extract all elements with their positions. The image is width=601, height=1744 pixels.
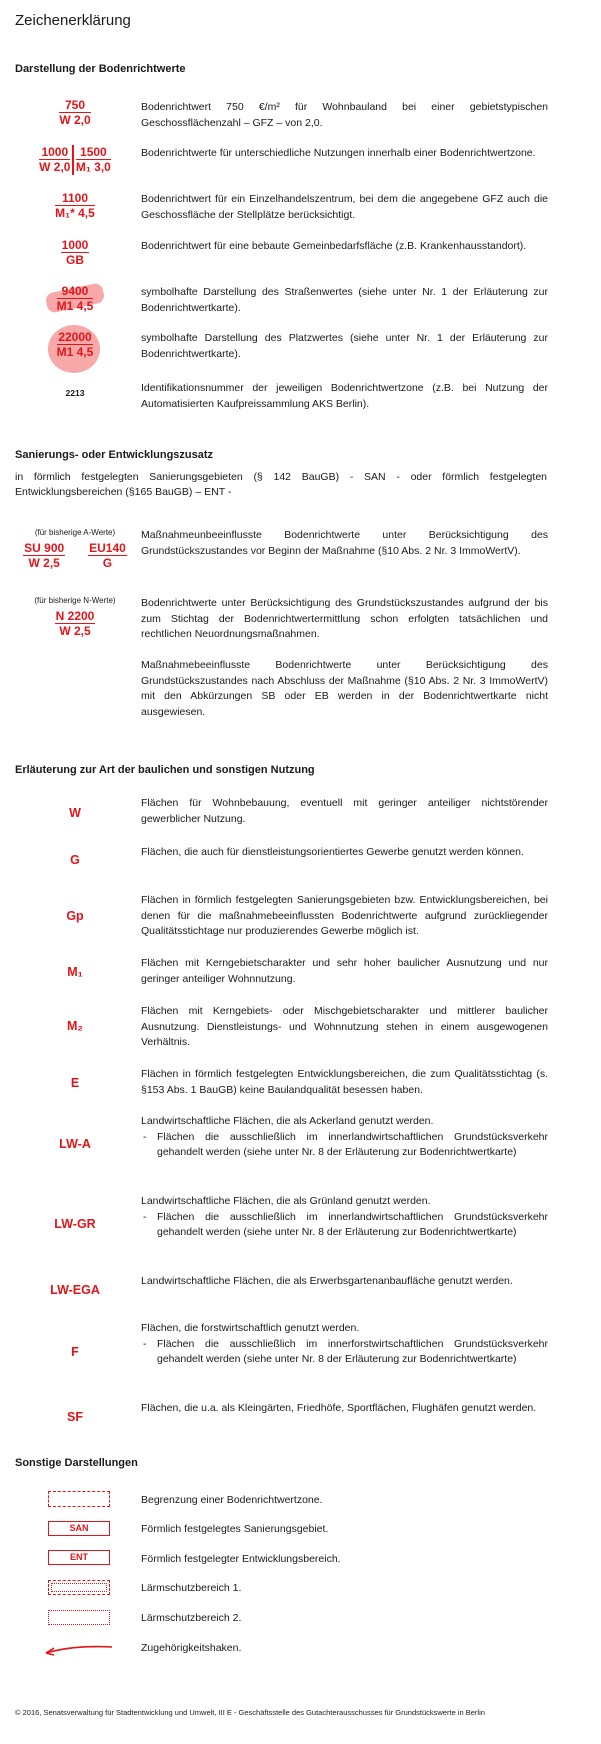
legend-list-item: - Flächen die ausschließlich im innerlandwirtschaftlichen Grundstücksverkehr gehandelt werden (siehe unter Nr. 8 der Erläuterung zur Bodenrichtwertkarte) [141,1210,548,1241]
value-symbol [15,191,135,222]
value-denominator: M₁* 4,5 [55,206,95,220]
value-numerator: 750 [59,98,90,113]
value-numerator: 1100 [55,191,95,206]
section-intro: in förmlich festgelegten Sanierungsgebieten (§ 142 BauGB) - SAN - oder förmlich festgelegten Entwicklungsbereichen (§165 BauGB) – ENT - [15,471,547,498]
legend-label: Lärmschutzbereich 2. [141,1612,242,1624]
value-denominator: M1 4,5 [56,345,94,359]
value-symbol [15,238,135,269]
value-separator [72,145,73,175]
legend-description: symbolhafte Darstellung des Straßenwertes (siehe unter Nr. 1 der Erläuterung zur Bodenrichtwertkarte). [141,286,548,314]
legend-label: Förmlich festgelegtes Sanierungsgebiet. [141,1523,329,1535]
value-numerator: N 2200 [55,609,95,623]
ent-area-symbol: ENT [48,1550,110,1565]
legend-description: Flächen, die u.a. als Kleingärten, Friedhöfe, Sportflächen, Flughäfen genutzt werden. [141,1402,537,1414]
legend-description: Bodenrichtwerte unter Berücksichtigung des Grundstückszustandes aufgrund der bis zum Stichtag der Bodenrichtwertermittlung schon erfolgten tatsächlichen und rechtlichen Neuordnungsmaßnahmen. [141,597,548,640]
legend-label: Lärmschutzbereich 1. [141,1582,242,1594]
legend-description: Flächen für Wohnbebauung, eventuell mit geringer anteiliger nichtstörender gewerblicher Nutzung. [141,797,548,825]
section-heading-sonstige: Sonstige Darstellungen [15,1457,138,1469]
value-numerator: 1500 [76,145,111,160]
usage-code: E [70,1076,80,1090]
section-heading-nutzung: Erläuterung zur Art der baulichen und sonstigen Nutzung [15,764,315,776]
usage-code: Gp [66,909,84,923]
legend-description: Landwirtschaftliche Flächen, die als Erwerbsgartenanbaufläche genutzt werden. [141,1275,513,1287]
value-symbol [15,330,135,361]
value-denominator: W 2,5 [28,556,60,570]
legend-description: Flächen in förmlich festgelegten Entwicklungsbereichen, die zum Qualitätsstichtag (s. §153 Abs. 1 BauGB) keine Baulandqualität besessen haben. [141,1068,548,1096]
value-denominator: M1 4,5 [56,299,94,313]
san-area-symbol: SAN [48,1521,110,1536]
value-denominator: GB [65,253,84,267]
value-numerator: 9400 [57,284,94,299]
legend-label: Förmlich festgelegter Entwicklungsbereich. [141,1553,341,1565]
legend-description-main: Landwirtschaftliche Flächen, die als Grünland genutzt werden. [141,1195,431,1207]
zone-boundary-symbol [48,1491,110,1507]
section-heading-bodenrichtwerte: Darstellung der Bodenrichtwerte [15,63,186,75]
value-denominator: G [102,556,113,570]
value-symbol [15,145,135,176]
value-symbol [15,528,135,572]
usage-code: M₂ [67,1019,83,1033]
usage-code: LW-GR [54,1217,96,1231]
legend-description [141,1114,548,1161]
usage-code: G [70,853,80,867]
usage-code: F [71,1345,79,1359]
legend-description-main: Flächen, die forstwirtschaftlich genutzt werden. [141,1322,360,1334]
usage-code: W [69,806,81,820]
value-type-note: (für bisherige A-Werte) [34,528,116,537]
value-numerator: 1000 [39,145,70,160]
value-type-note: (für bisherige N-Werte) [34,596,116,605]
page-title: Zeichenerklärung [15,12,131,29]
usage-code: LW-EGA [50,1283,100,1297]
legend-label: Zugehörigkeitshaken. [141,1642,242,1654]
legend-description: Flächen mit Kerngebiets- oder Mischgebietscharakter und mittlerer baulicher Ausnutzung. Dienstleistungs- und Wohnnutzung stehen in einem ausgewogenen Verhältnis. [141,1005,548,1048]
legend-description: Bodenrichtwerte für unterschiedliche Nutzungen innerhalb einer Bodenrichtwertzone. [141,147,536,159]
value-denominator: W 2,0 [59,113,91,127]
value-symbol [15,596,135,640]
legend-description: Flächen in förmlich festgelegten Sanierungsgebieten bzw. Entwicklungsbereichen, bei denen für die maßnahmebeeinflussten Bodenrichtwerte aufgrund zurückliegender Qualitätsstichtage nur produzierendes Gewerbe möglich ist. [141,894,548,937]
value-numerator: SU 900 [24,541,65,555]
legend-list-item: - Flächen die ausschließlich im innerlandwirtschaftlichen Grundstücksverkehr gehandelt werden (siehe unter Nr. 8 der Erläuterung zur Bodenrichtwertkarte) [141,1130,548,1161]
value-symbol [15,98,135,129]
legend-description-main: Landwirtschaftliche Flächen, die als Ackerland genutzt werden. [141,1115,434,1127]
legend-description: Flächen mit Kerngebietscharakter und sehr hoher baulicher Ausnutzung und nur geringer anteiliger Wohnnutzung. [141,957,548,985]
section-heading-sanierung: Sanierungs- oder Entwicklungszusatz [15,449,214,461]
usage-code: M₁ [67,965,83,979]
legend-label: Begrenzung einer Bodenrichtwertzone. [141,1494,323,1506]
value-symbol [15,284,135,315]
value-denominator: M₁ 3,0 [75,160,111,174]
value-numerator: 1000 [61,238,89,252]
affiliation-hook-icon [44,1641,116,1657]
usage-code: SF [67,1410,83,1424]
value-numerator: 22000 [58,330,92,344]
noise-zone-1-symbol [48,1580,110,1595]
value-numerator: EU140 [89,541,126,555]
usage-code: LW-A [59,1137,91,1151]
legend-description: Flächen, die auch für dienstleistungsorientiertes Gewerbe genutzt werden können. [141,846,524,858]
value-denominator: W 2,0 [39,160,71,174]
legend-description: Maßnahmebeeinflusste Bodenrichtwerte unter Berücksichtigung des Grundstückszustandes nach Abschluss der Maßnahme (§10 Abs. 2 Nr. 3 ImmoWertV) mit den Abkürzungen SB oder EB werden in der Bodenrichtwertkarte nicht ausgewiesen. [141,659,548,718]
legend-description [141,1194,548,1241]
legend-description [141,1321,548,1368]
legend-description: Maßnahmeunbeeinflusste Bodenrichtwerte unter Berücksichtigung des Grundstückszustandes vor Beginn der Maßnahme (§10 Abs. 2 Nr. 3 ImmoWertV). [141,529,548,557]
copyright-footer: © 2016, Senatsverwaltung für Stadtentwicklung und Umwelt, III E - Geschäftsstelle des Gutachterausschusses für Grundstückswerte in Berlin [15,1708,485,1717]
legend-list-item: - Flächen die ausschließlich im innerforstwirtschaftlichen Grundstücksverkehr gehandelt werden (siehe unter Nr. 8 der Erläuterung zur Bodenrichtwertkarte) [141,1337,548,1368]
legend-description: Bodenrichtwert für eine bebaute Gemeinbedarfsfläche (z.B. Krankenhausstandort). [141,240,527,252]
value-denominator: W 2,5 [59,624,91,638]
legend-description: Identifikationsnummer der jeweiligen Bodenrichtwertzone (z.B. bei Nutzung der Automatisierten Kaufpreissammlung AKS Berlin). [141,382,548,410]
legend-description: Bodenrichtwert für ein Einzelhandelszentrum, bei dem die angegebene GFZ auch die Geschossfläche der Stellplätze berücksichtigt. [141,193,548,221]
legend-description: Bodenrichtwert 750 €/m² für Wohnbauland bei einer gebietstypischen Geschossflächenzahl – GFZ – von 2,0. [141,101,548,129]
noise-zone-2-symbol [48,1610,110,1625]
zone-id-code: 2213 [65,388,85,398]
legend-description: symbolhafte Darstellung des Platzwertes (siehe unter Nr. 1 der Erläuterung zur Bodenrichtwertkarte). [141,332,548,360]
